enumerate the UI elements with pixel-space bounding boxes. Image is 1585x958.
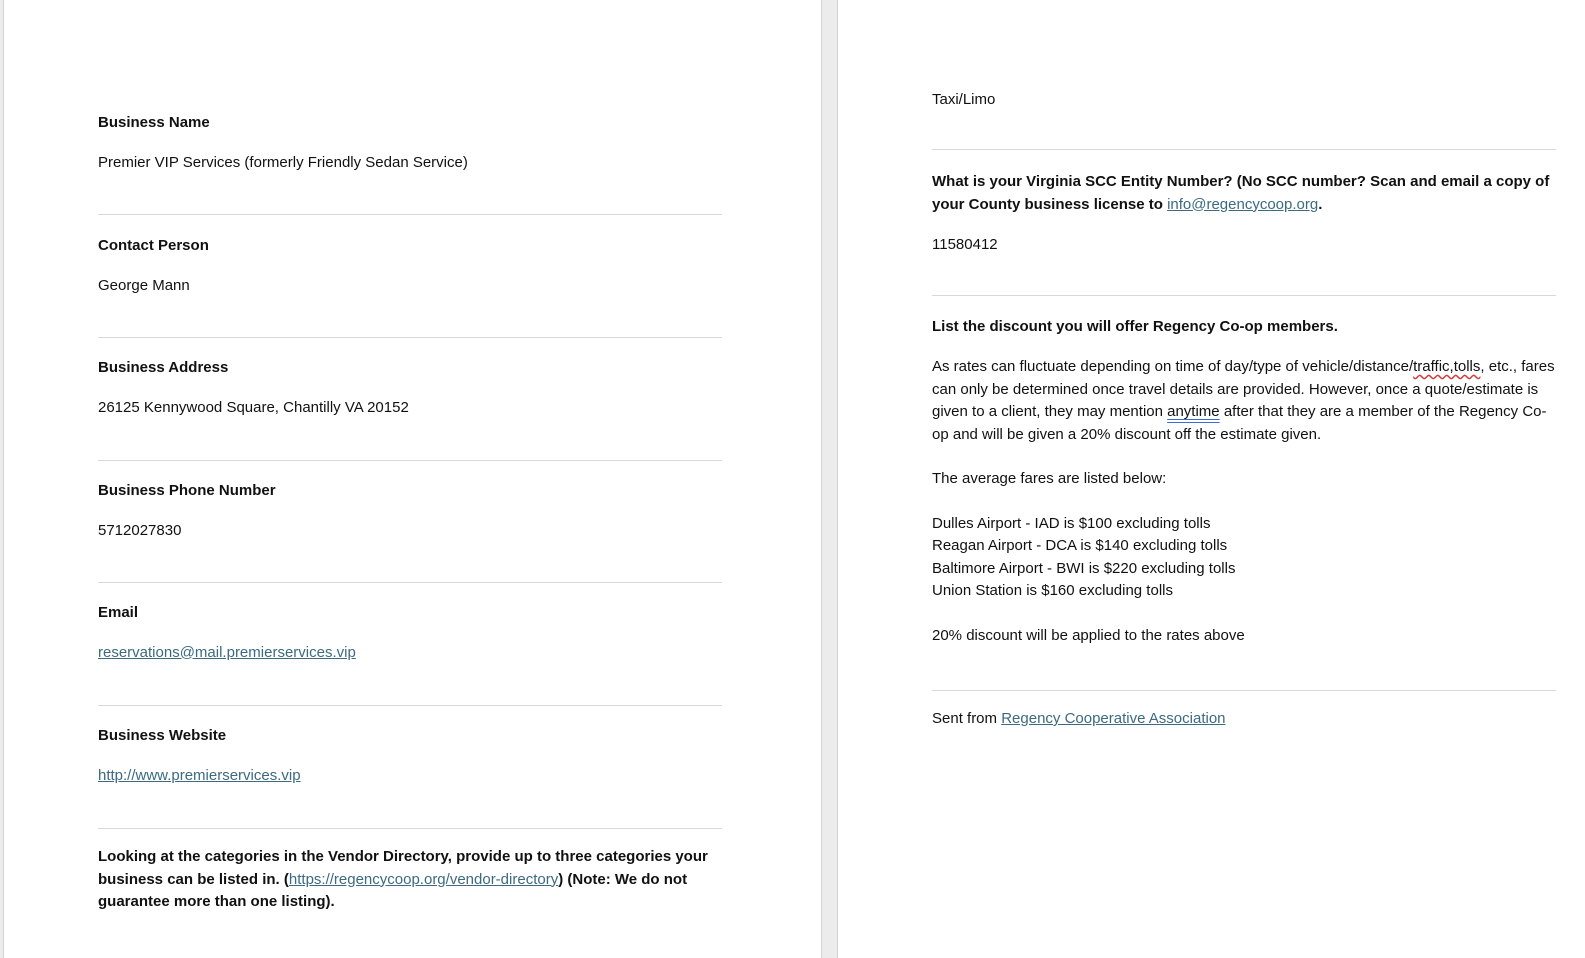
spelling-flag[interactable]: traffic,tolls xyxy=(1413,358,1481,375)
field-label: Email xyxy=(98,604,139,621)
discount-question: List the discount you will offer Regency Co-op members. xyxy=(932,318,1338,335)
question-text: ) (Note: We do not guarantee more than one listing). xyxy=(98,870,688,910)
divider xyxy=(98,337,722,338)
question-text: . xyxy=(1318,195,1323,213)
field-business-website xyxy=(98,725,301,787)
vendor-directory-link[interactable]: https://regencycoop.org/vendor-directory xyxy=(288,870,559,888)
fare-item: Union Station is $160 excluding tolls xyxy=(932,582,1173,599)
question-text: Looking at the categories in the Vendor Directory, provide up to three categories your business can be listed in. ( xyxy=(98,848,708,888)
field-email xyxy=(98,602,356,664)
divider xyxy=(932,295,1556,296)
discount-answer xyxy=(932,356,1556,647)
discount-note: 20% discount will be applied to the rates above xyxy=(932,626,1245,644)
fare-item: Reagan Airport - DCA is $140 excluding tolls xyxy=(932,537,1228,554)
scc-question xyxy=(932,171,1556,216)
divider xyxy=(98,460,722,461)
field-business-name xyxy=(98,112,468,174)
divider xyxy=(932,149,1556,150)
field-business-phone xyxy=(98,480,276,542)
email-link[interactable]: reservations@mail.premierservices.vip xyxy=(98,643,356,661)
field-label: Contact Person xyxy=(98,237,209,254)
divider xyxy=(98,582,722,583)
divider xyxy=(98,828,722,829)
website-link[interactable]: http://www.premierservices.vip xyxy=(98,766,301,784)
sent-from xyxy=(932,708,1226,731)
document-page-left xyxy=(3,0,822,958)
grammar-flag[interactable]: anytime xyxy=(1167,403,1220,420)
fares-list xyxy=(932,513,1556,603)
field-label: Business Website xyxy=(98,727,227,744)
fares-intro: The average fares are listed below: xyxy=(932,470,1167,487)
scc-value: 11580412 xyxy=(932,236,998,253)
field-business-address xyxy=(98,357,409,419)
document-page-right xyxy=(837,0,1585,958)
question-text: What is your Virginia SCC Entity Number? (No SCC number? Scan and email a copy of your County business license to xyxy=(932,173,1550,213)
info-email-link[interactable]: info@regencycoop.org xyxy=(1167,195,1319,213)
fare-item: Baltimore Airport - BWI is $220 excluding tolls xyxy=(932,559,1236,577)
field-contact-person xyxy=(98,235,209,297)
divider xyxy=(932,690,1556,691)
field-label: Business Phone Number xyxy=(98,482,276,499)
categories-question xyxy=(98,846,718,914)
divider xyxy=(98,705,722,706)
field-value: George Mann xyxy=(98,276,190,294)
field-value: 5712027830 xyxy=(98,521,182,539)
field-label: Business Address xyxy=(98,359,229,376)
sent-from-prefix: Sent from xyxy=(932,710,1002,727)
field-value: 26125 Kennywood Square, Chantilly VA 20152 xyxy=(98,398,409,416)
field-label: Business Name xyxy=(98,114,210,131)
regency-link[interactable]: Regency Cooperative Association xyxy=(1001,710,1226,727)
category-value: Taxi/Limo xyxy=(932,91,996,108)
field-value: Premier VIP Services (formerly Friendly Sedan Service) xyxy=(98,153,468,171)
discount-paragraph: As rates can fluctuate depending on time of day/type of vehicle/distance/traffic,tolls, etc., fares can only be determined once travel details are provided. However, once a quote/estimate is given to a client, they may mention anytime after that they are a member of the Regency Co-op and will be given a 20% discount off the estimate given. xyxy=(932,358,1555,443)
fare-item: Dulles Airport - IAD is $100 excluding tolls xyxy=(932,514,1211,532)
divider xyxy=(98,214,722,215)
